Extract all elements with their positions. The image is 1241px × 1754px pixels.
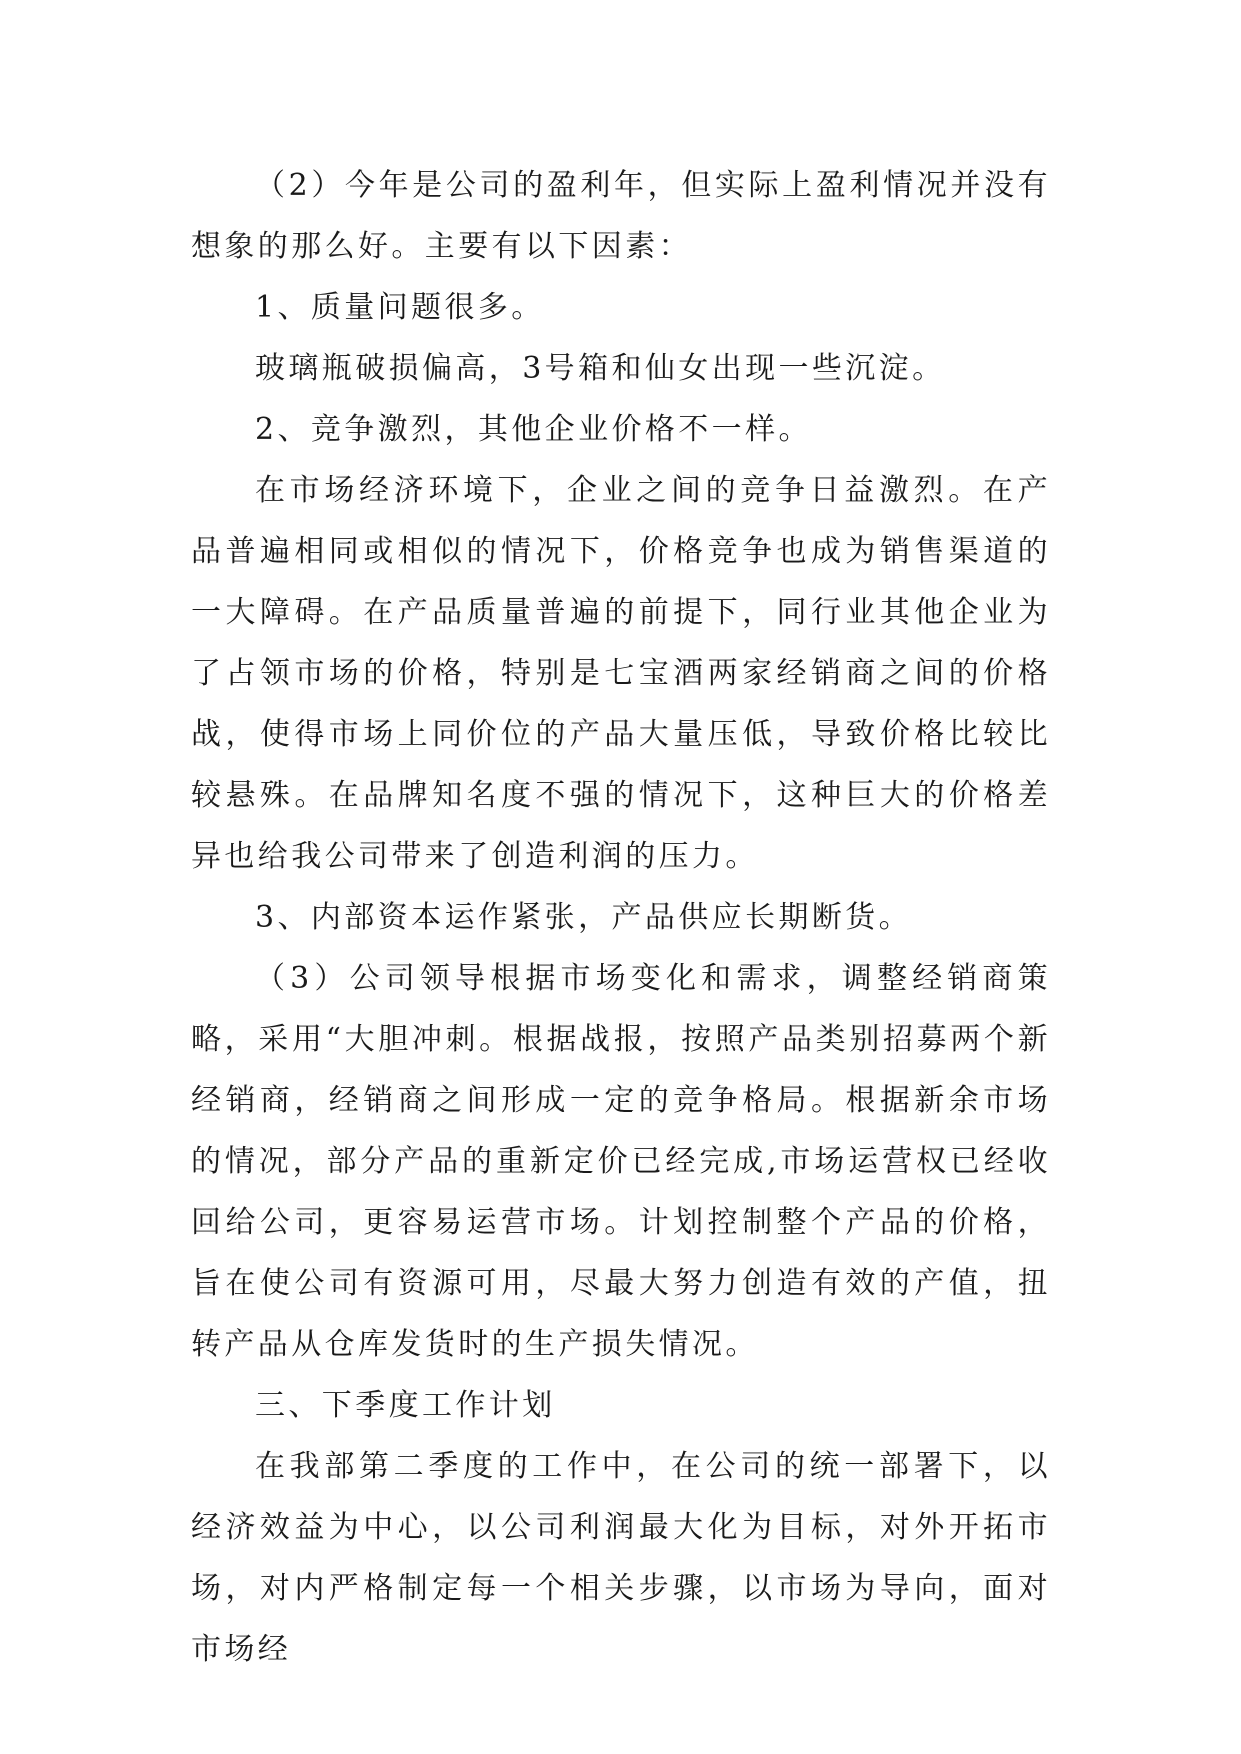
paragraph-competition: 2、竞争激烈，其他企业价格不一样。 — [255, 412, 812, 447]
paragraph-quality-issue: 1、质量问题很多。 — [255, 290, 545, 325]
paragraph-capital-operation: 3、内部资本运作紧张，产品供应长期断货。 — [255, 900, 913, 935]
paragraph-strategy-adjustment: （3）公司领导根据市场变化和需求，调整经销商策略，采用“大胆冲刺。根据战报，按照产品类别招募两个新经销商，经销商之间形成一定的竞争格局。根据新余市场的情况，部分产品的重新定价已经完成,市场运营权已经收回给公司，更容易运营市场。计划控制整个产品的价格，旨在使公司有资源可用，尽最大努力创造有效的产值，扭转产品从仓库发货时的生产损失情况。 — [191, 961, 1051, 1362]
paragraph-profit-intro: （2）今年是公司的盈利年，但实际上盈利情况并没有想象的那么好。主要有以下因素： — [191, 168, 1051, 264]
paragraph-quality-detail: 玻璃瓶破损偏高，3号箱和仙女出现一些沉淀。 — [255, 351, 946, 386]
paragraph-next-quarter-plan: 在我部第二季度的工作中，在公司的统一部署下，以经济效益为中心，以公司利润最大化为目标，对外开拓市场，对内严格制定每一个相关步骤，以市场为导向，面对市场经 — [191, 1449, 1051, 1667]
document-body — [191, 155, 1051, 1680]
section-heading-next-quarter-plan: 三、下季度工作计划 — [255, 1388, 556, 1423]
paragraph-competition-detail: 在市场经济环境下，企业之间的竞争日益激烈。在产品普遍相同或相似的情况下，价格竞争也成为销售渠道的一大障碍。在产品质量普遍的前提下，同行业其他企业为了占领市场的价格，特别是七宝酒两家经销商之间的价格战，使得市场上同价位的产品大量压低，导致价格比较比较悬殊。在品牌知名度不强的情况下，这种巨大的价格差异也给我公司带来了创造利润的压力。 — [191, 473, 1051, 874]
